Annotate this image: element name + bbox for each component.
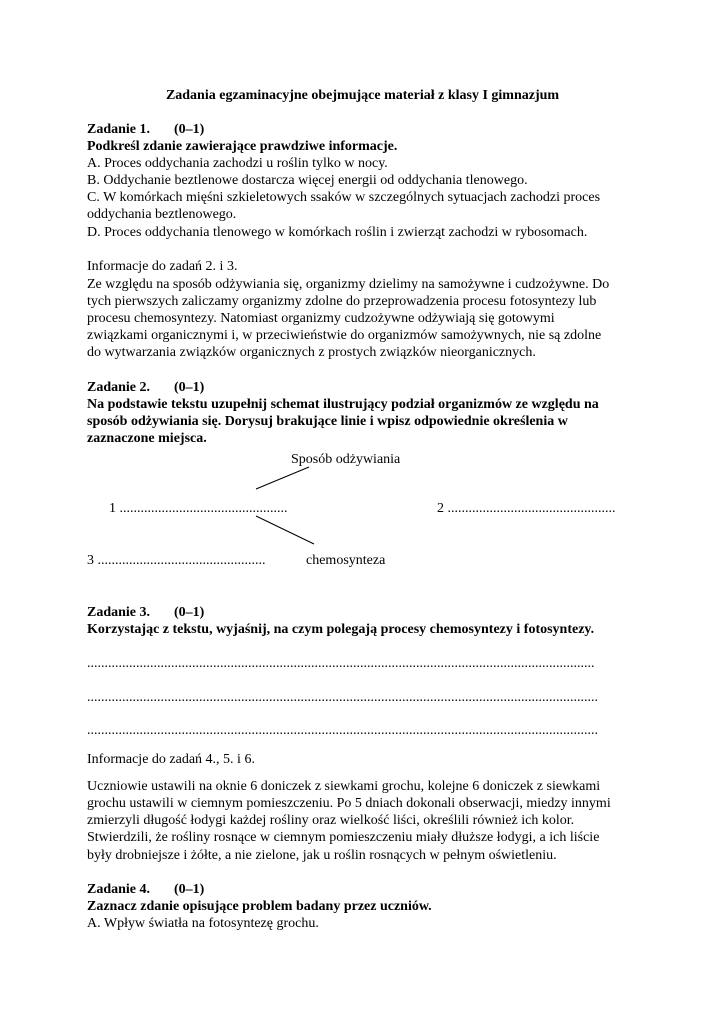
diagram-slot-3[interactable]: 3 ................................................ xyxy=(87,553,266,568)
task4-heading-row xyxy=(87,881,204,898)
task4-option-a: A. Wpływ światła na fotosyntezę grochu. xyxy=(87,916,319,931)
task4-heading: Zadanie 4. xyxy=(87,882,151,897)
task3-score: (0–1) xyxy=(174,605,205,620)
diagram-root-label: Sposób odżywiania xyxy=(291,452,401,467)
task2-instruction-line: sposób odżywiania się. Dorysuj brakujące linie i wpisz odpowiednie określenia w xyxy=(87,414,568,429)
task2-heading-row xyxy=(87,379,204,396)
page-title: Zadania egzaminacyjne obejmujące materiał z klasy I gimnazjum xyxy=(165,88,560,103)
task1-option-a: A. Proces oddychania zachodzi u roślin tylko w nocy. xyxy=(87,156,388,171)
info23-line: procesu chemosyntezy. Natomiast organizmy cudzożywne odżywiają się gotowymi xyxy=(87,311,555,326)
task1-heading-row xyxy=(87,121,204,138)
task1-instruction: Podkreśl zdanie zawierające prawdziwe informacje. xyxy=(87,139,398,154)
info456-line: zmierzyli długość łodygi każdej rośliny oraz wielkość liści, określili również ich kolor. xyxy=(87,813,575,828)
task2-score: (0–1) xyxy=(174,380,205,395)
info23-line: związkami organicznymi i, w przeciwieństwie do organizmów samożywnych, nie są zdolne xyxy=(87,328,602,343)
info456-line: Uczniowie ustawili na oknie 6 doniczek z siewkami grochu, kolejne 6 doniczek z siewkami xyxy=(87,779,601,794)
diagram-line-root-to-slot1 xyxy=(256,467,309,489)
task3-answer-line-1[interactable]: ................................................................................................................................................. xyxy=(87,656,595,671)
task1-option-b: B. Oddychanie beztlenowe dostarcza więcej energii od oddychania tlenowego. xyxy=(87,173,528,188)
task3-instruction: Korzystając z tekstu, wyjaśnij, na czym polegają procesy chemosyntezy i fotosyntezy. xyxy=(87,622,595,637)
task1-score: (0–1) xyxy=(174,122,205,137)
task3-answer-line-2[interactable]: .................................................................................................................................................. xyxy=(87,690,598,705)
info456-heading: Informacje do zadań 4., 5. i 6. xyxy=(87,752,255,767)
task1-option-c-line1: C. W komórkach mięśni szkieletowych ssaków w szczególnych sytuacjach zachodzi proces xyxy=(87,190,601,205)
task4-score: (0–1) xyxy=(174,882,205,897)
info23-line: do wytwarzania związków organicznych z prostych związków nieorganicznych. xyxy=(87,345,536,360)
task2-instruction-line: zaznaczone miejsca. xyxy=(87,431,207,446)
diagram-line-slot1-to-leaf xyxy=(256,516,314,544)
info456-line: były drobniejsze i żółte, a nie zielone, jak u roślin rosnących w pełnym oświetleniu. xyxy=(87,848,557,863)
task2-heading: Zadanie 2. xyxy=(87,380,151,395)
info456-line: Stwierdzili, że rośliny rosnące w ciemnym pomieszczeniu miały dłuższe łodygi, a ich liście xyxy=(87,830,600,845)
info23-line: tych pierwszych zaliczamy organizmy zdolne do przeprowadzenia procesu fotosyntezy lub xyxy=(87,294,597,309)
task2-instruction-line: Na podstawie tekstu uzupełnij schemat ilustrujący podział organizmów ze względu na xyxy=(87,397,599,412)
task1-option-c-line2: oddychania beztlenowego. xyxy=(87,207,237,222)
task3-answer-line-3[interactable]: .................................................................................................................................................. xyxy=(87,723,598,738)
info23-line: Ze względu na sposób odżywiania się, organizmy dzielimy na samożywne i cudzożywne. Do xyxy=(87,277,610,292)
diagram-slot-1[interactable]: 1 ................................................ xyxy=(109,501,288,516)
task4-instruction: Zaznacz zdanie opisujące problem badany przez uczniów. xyxy=(87,899,432,914)
diagram-leaf-chemosynteza: chemosynteza xyxy=(306,553,386,568)
task3-heading: Zadanie 3. xyxy=(87,605,151,620)
task1-heading: Zadanie 1. xyxy=(87,122,151,137)
task1-option-d: D. Proces oddychania tlenowego w komórkach roślin i zwierząt zachodzi w rybosomach. xyxy=(87,225,588,240)
info23-heading: Informacje do zadań 2. i 3. xyxy=(87,259,238,274)
info456-line: grochu ustawili w ciemnym pomieszczeniu. Po 5 dniach dokonali obserwacji, miedzy innymi xyxy=(87,796,611,811)
diagram-slot-2[interactable]: 2 ................................................ xyxy=(437,501,616,516)
task3-heading-row xyxy=(87,604,204,621)
